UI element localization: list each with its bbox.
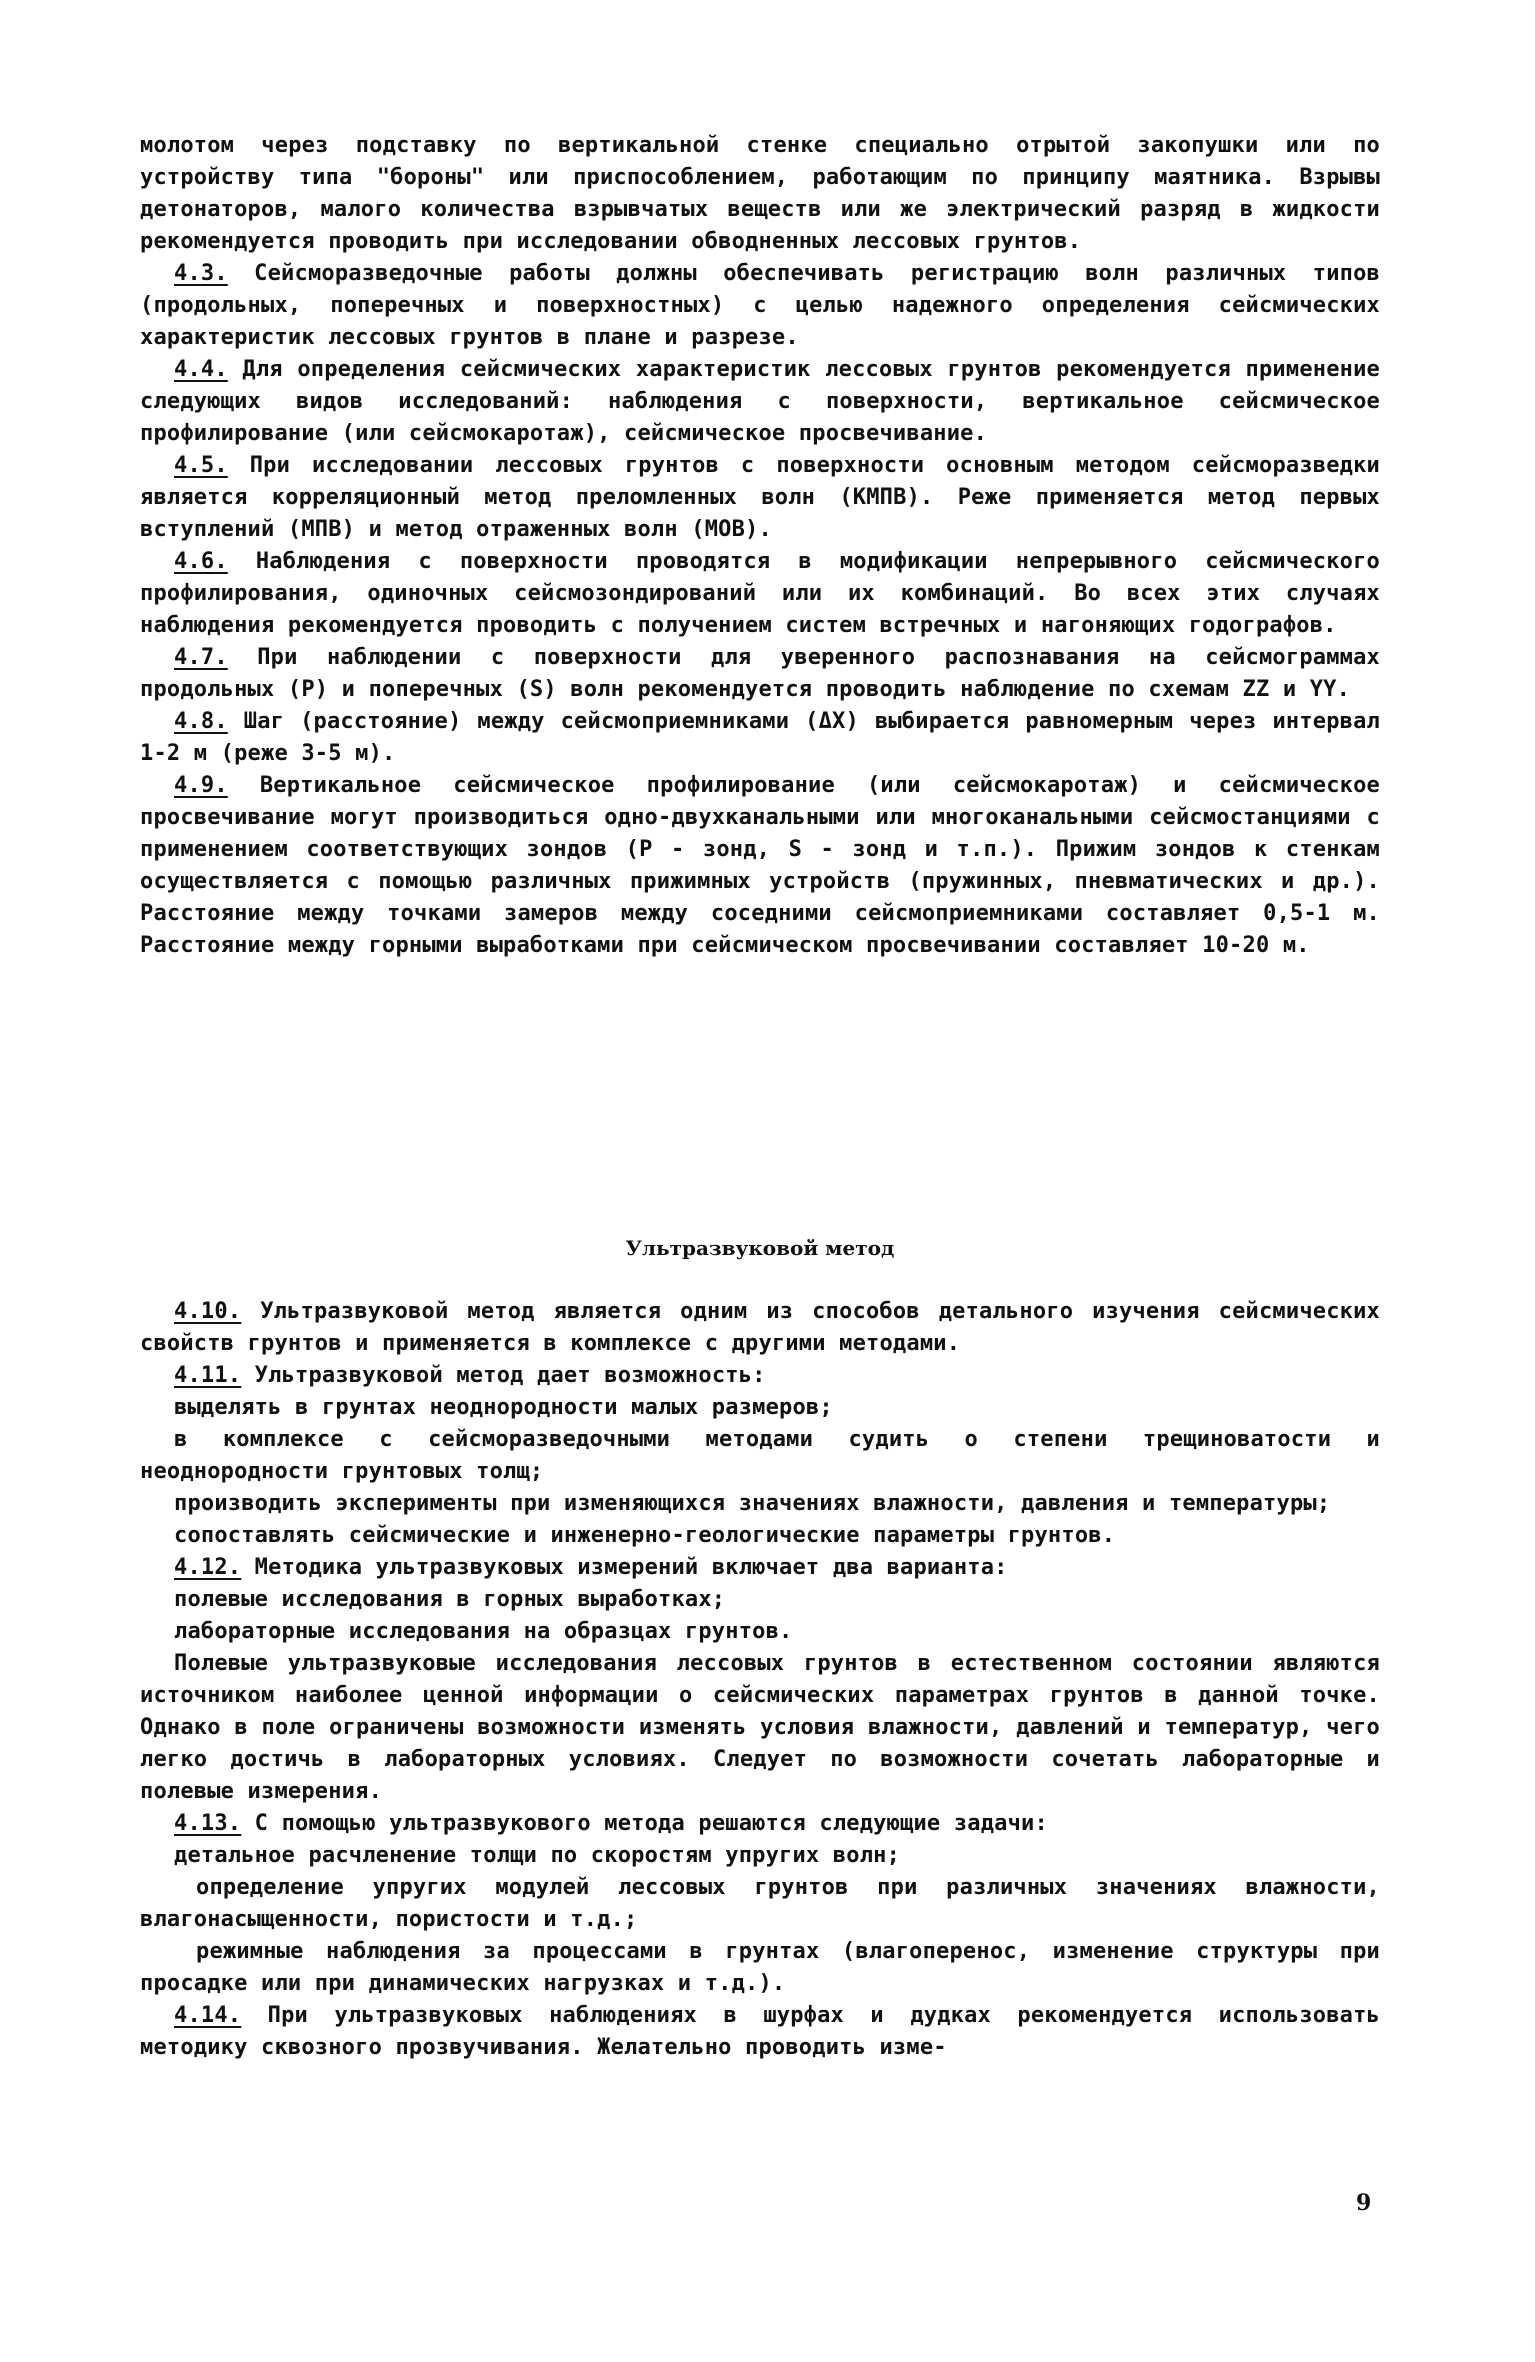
paragraph-field-studies: Полевые ультразвуковые исследования лессовых грунтов в естественном состоянии являются источником наиболее ценной информации о сейсмических параметрах грунтов в данной точке. Однако в поле ограничены возможности изменять условия влажности, давлений и температур, чего легко достичь в лабораторных условиях. Следует по возможности сочетать лабораторные и полевые измерения.	[140, 1651, 1380, 1804]
paragraph-4-13	[140, 1808, 1380, 1840]
clause-text: Ультразвуковой метод является одним из способов детального изучения сейсмических свойств грунтов и применяется в комплексе с другими методами.	[140, 1299, 1380, 1356]
clause-number: 4.12.	[174, 1555, 242, 1580]
clause-number: 4.13.	[174, 1811, 242, 1836]
clause-number: 4.6.	[174, 549, 228, 574]
list-item: производить эксперименты при изменяющихся значениях влажности, давления и температуры;	[174, 1491, 1331, 1516]
paragraph-4-4	[140, 354, 1380, 450]
list-item: в комплексе с сейсморазведочными методами судить о степени трещиноватости и неоднородности грунтовых толщ;	[140, 1427, 1380, 1484]
clause-number: 4.4.	[174, 357, 228, 382]
paragraph-4-3	[140, 258, 1380, 354]
list-item: лабораторные исследования на образцах грунтов.	[174, 1619, 793, 1644]
paragraph-4-10	[140, 1296, 1380, 1360]
paragraph-4-11	[140, 1360, 1380, 1392]
list-item: выделять в грунтах неоднородности малых размеров;	[174, 1395, 833, 1420]
list-item: режимные наблюдения за процессами в грунтах (влагоперенос, изменение структуры при просадке или при динамических нагрузках и т.д.).	[140, 1939, 1380, 1996]
paragraph-intro: молотом через подставку по вертикальной стенке специально отрытой закопушки или по устройству типа "бороны" или приспособлением, работающим по принципу маятника. Взрывы детонаторов, малого количества взрывчатых веществ или же электрический разряд в жидкости рекомендуется проводить при исследовании обводненных лессовых грунтов.	[140, 133, 1380, 254]
clause-text: С помощью ультразвукового метода решаются следующие задачи:	[241, 1811, 1048, 1836]
clause-text: Сейсморазведочные работы должны обеспечивать регистрацию волн различных типов (продольных, поперечных и поверхностных) с целью надежного определения сейсмических характеристик лессовых грунтов в плане и разрезе.	[140, 261, 1380, 350]
clause-number: 4.3.	[174, 261, 228, 286]
clause-text: Методика ультразвуковых измерений включает два варианта:	[241, 1555, 1008, 1580]
clause-text: При исследовании лессовых грунтов с поверхности основным методом сейсморазведки является корреляционный метод преломленных волн (КМПВ). Реже применяется метод первых вступлений (МПВ) и метод отраженных волн (МОВ).	[140, 453, 1380, 542]
list-item: детальное расчленение толщи по скоростям упругих волн;	[174, 1843, 901, 1868]
clause-text: Наблюдения с поверхности проводятся в модификации непрерывного сейсмического профилирования, одиночных сейсмозондирований или их комбинаций. Во всех этих случаях наблюдения рекомендуется проводить с получением систем встречных и нагоняющих годографов.	[140, 549, 1380, 638]
clause-text: Для определения сейсмических характеристик лессовых грунтов рекомендуется применение следующих видов исследований: наблюдения с поверхности, вертикальное сейсмическое профилирование (или сейсмокаротаж), сейсмическое просвечивание.	[140, 357, 1380, 446]
paragraph-4-6	[140, 546, 1380, 642]
clause-text: Вертикальное сейсмическое профилирование (или сейсмокаротаж) и сейсмическое просвечивание могут производиться одно-двухканальными или многоканальными сейсмостанциями с применением соответствующих зондов (P - зонд, S - зонд и т.п.). Прижим зондов к стенкам осуществляется с помощью различных прижимных устройств (пружинных, пневматических и др.). Расстояние между точками замеров между соседними сейсмоприемниками составляет 0,5-1 м. Расстояние между горными выработками при сейсмическом просвечивании составляет 10-20 м.	[140, 773, 1380, 958]
clause-number: 4.5.	[174, 453, 228, 478]
clause-number: 4.10.	[174, 1299, 242, 1324]
paragraph-4-12	[140, 1552, 1380, 1584]
clause-number: 4.9.	[174, 773, 228, 798]
clause-text: При ультразвуковых наблюдениях в шурфах и дудках рекомендуется использовать методику сквозного прозвучивания. Желательно проводить изме-	[140, 2003, 1380, 2060]
paragraph-4-5	[140, 450, 1380, 546]
clause-number: 4.14.	[174, 2003, 242, 2028]
text-block-ultrasonic	[140, 1296, 1380, 2064]
paragraph-4-9	[140, 770, 1380, 962]
list-item: полевые исследования в горных выработках;	[174, 1587, 726, 1612]
clause-text: Шаг (расстояние) между сейсмоприемниками (ΔX) выбирается равномерным через интервал 1-2 м (реже 3-5 м).	[140, 709, 1380, 766]
paragraph-4-8	[140, 706, 1380, 770]
paragraph-4-7	[140, 642, 1380, 706]
clause-number: 4.7.	[174, 645, 228, 670]
clause-text: Ультразвуковой метод дает возможность:	[241, 1363, 766, 1388]
page-number: 9	[1356, 2190, 1372, 2216]
clause-text: При наблюдении с поверхности для уверенного распознавания на сейсмограммах продольных (P) и поперечных (S) волн рекомендуется проводить наблюдение по схемам ZZ и YY.	[140, 645, 1380, 702]
list-item: сопоставлять сейсмические и инженерно-геологические параметры грунтов.	[174, 1523, 1116, 1548]
list-item: определение упругих модулей лессовых грунтов при различных значениях влажности, влагонасыщенности, пористости и т.д.;	[140, 1875, 1380, 1932]
section-heading-ultrasonic: Ультразвуковой метод	[625, 1236, 895, 1260]
clause-number: 4.11.	[174, 1363, 242, 1388]
text-block-seismic	[140, 130, 1380, 962]
paragraph-4-14	[140, 2000, 1380, 2064]
clause-number: 4.8.	[174, 709, 228, 734]
